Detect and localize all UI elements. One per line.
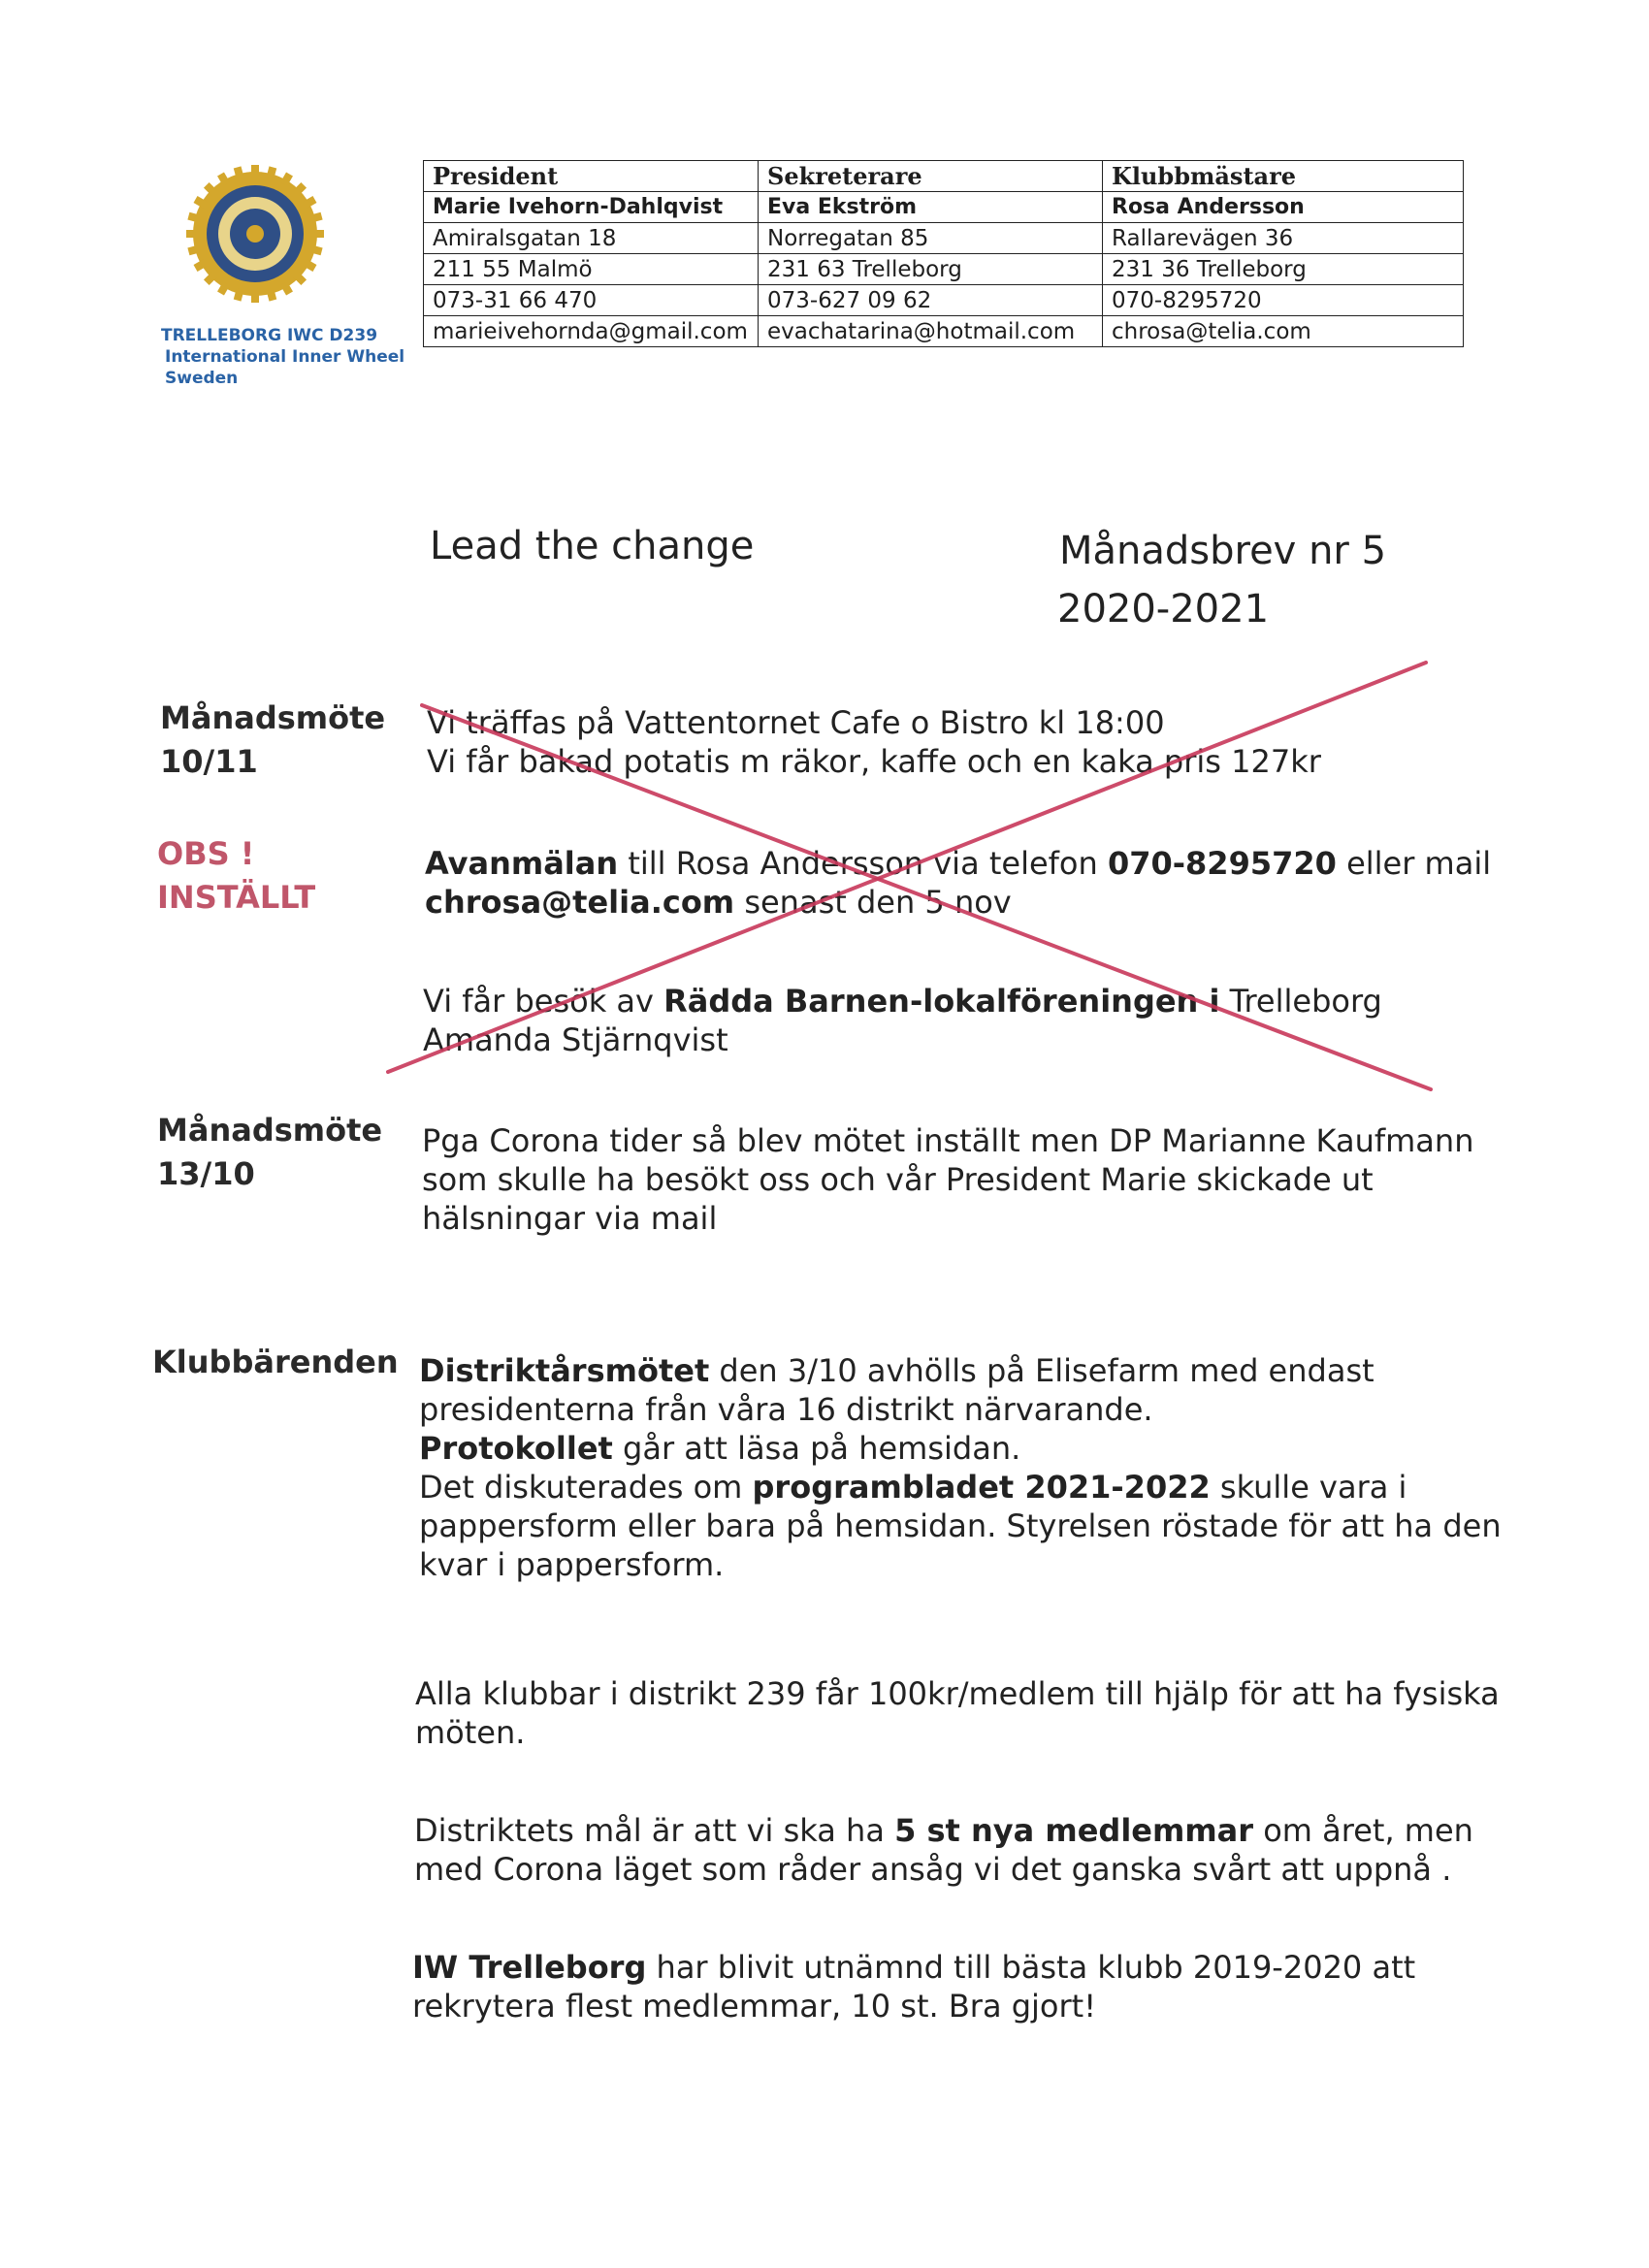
table-cell: 231 63 Trelleborg xyxy=(759,254,1103,285)
text-part: Distriktets mål är att vi ska ha xyxy=(414,1812,895,1849)
newsletter-years: 2020-2021 xyxy=(1057,587,1270,632)
bold-term: Protokollet xyxy=(419,1430,613,1467)
text-line: presidenterna från våra 16 distrikt närvarande. xyxy=(419,1391,1153,1428)
table-row xyxy=(424,316,1464,347)
text-line: kvar i pappersform. xyxy=(419,1546,725,1583)
bold-term: Distriktårsmötet xyxy=(419,1352,710,1389)
visit-text-part: Vi får besök av xyxy=(423,983,664,1020)
meeting-date: 13/10 xyxy=(157,1155,255,1192)
meeting-date: 10/11 xyxy=(160,743,258,780)
installt-label: INSTÄLLT xyxy=(157,879,316,916)
table-row xyxy=(424,223,1464,254)
bold-term: programbladet 2021-2022 xyxy=(752,1469,1211,1506)
visit-text-part: Trelleborg xyxy=(1219,983,1382,1020)
obs-label: OBS ! xyxy=(157,835,255,872)
email-link[interactable]: marieivehornda@gmail.com xyxy=(424,316,759,347)
table-cell: Eva Ekström xyxy=(759,192,1103,223)
meeting-label-title: Månadsmöte xyxy=(157,1112,383,1149)
text-line: med Corona läget som råder ansåg vi det ganska svårt att uppnå . xyxy=(414,1851,1452,1888)
col-klubbmastare: Klubbmästare xyxy=(1103,161,1464,192)
org-subtitle: International Inner Wheel xyxy=(165,347,405,367)
email-link[interactable]: chrosa@telia.com xyxy=(1103,316,1464,347)
table-cell: Amiralsgatan 18 xyxy=(424,223,759,254)
meeting-label-nov xyxy=(160,697,385,784)
club-paragraph-3 xyxy=(414,1811,1473,1889)
newsletter-title: Månadsbrev nr 5 xyxy=(1059,529,1387,573)
email-link[interactable]: evachatarina@hotmail.com xyxy=(759,316,1103,347)
table-cell: 231 36 Trelleborg xyxy=(1103,254,1464,285)
cancelled-notice xyxy=(157,832,315,920)
table-header-row xyxy=(424,161,1464,192)
table-row xyxy=(424,254,1464,285)
venue-line: Vi träffas på Vattentornet Cafe o Bistro kl 18:00 xyxy=(427,704,1165,741)
visit-org: Rädda Barnen-lokalföreningen i xyxy=(663,983,1220,1020)
table-cell: 070-8295720 xyxy=(1103,285,1464,316)
meeting-label-title: Månadsmöte xyxy=(160,699,386,736)
org-country: Sweden xyxy=(165,369,239,388)
club-paragraph-4 xyxy=(412,1948,1415,2025)
report-line: som skulle ha besökt oss och vår President Marie skickade ut xyxy=(422,1161,1374,1198)
bold-term: IW Trelleborg xyxy=(412,1949,647,1986)
table-cell: Rosa Andersson xyxy=(1103,192,1464,223)
text-part: går att läsa på hemsidan. xyxy=(612,1430,1021,1467)
table-row xyxy=(424,285,1464,316)
oct-report xyxy=(422,1121,1473,1238)
menu-line: Vi får bakad potatis m räkor, kaffe och en kaka pris 127kr xyxy=(427,743,1321,780)
club-paragraph-1 xyxy=(419,1351,1502,1584)
table-cell: 073-627 09 62 xyxy=(759,285,1103,316)
table-cell: 211 55 Malmö xyxy=(424,254,759,285)
table-cell: Marie Ivehorn-Dahlqvist xyxy=(424,192,759,223)
table-cell: Norregatan 85 xyxy=(759,223,1103,254)
text-line: möten. xyxy=(415,1714,526,1751)
reg-keyword: Avanmälan xyxy=(425,845,619,882)
inner-wheel-logo xyxy=(184,163,326,305)
phone-number: 070-8295720 xyxy=(1107,845,1337,882)
meeting-label-oct xyxy=(157,1109,382,1196)
report-line: hälsningar via mail xyxy=(422,1200,718,1237)
email-link[interactable]: chrosa@telia.com xyxy=(425,884,735,921)
org-name: TRELLEBORG IWC D239 xyxy=(161,326,378,345)
club-matters-label: Klubbärenden xyxy=(152,1344,399,1380)
reg-deadline: senast den 5 nov xyxy=(734,884,1012,921)
club-paragraph-2 xyxy=(415,1674,1500,1752)
reg-text: till Rosa Andersson via telefon xyxy=(618,845,1108,882)
text-part: skulle vara i xyxy=(1210,1469,1407,1506)
gear-icon xyxy=(186,165,324,303)
col-sekreterare: Sekreterare xyxy=(759,161,1103,192)
text-part: den 3/10 avhölls på Elisefarm med endast xyxy=(709,1352,1374,1389)
text-line: pappersform eller bara på hemsidan. Styrelsen röstade för att ha den xyxy=(419,1507,1502,1544)
text-part: har blivit utnämnd till bästa klubb 2019-2020 att xyxy=(646,1949,1416,1986)
contacts-table xyxy=(423,160,1464,347)
report-line: Pga Corona tider så blev mötet inställt men DP Marianne Kaufmann xyxy=(422,1122,1474,1159)
cancel-cross-mark xyxy=(378,655,1445,1101)
visit-person: Amanda Stjärnqvist xyxy=(423,1021,728,1058)
col-president: President xyxy=(424,161,759,192)
text-part: om året, men xyxy=(1253,1812,1473,1849)
reg-text: eller mail xyxy=(1336,845,1492,882)
motto: Lead the change xyxy=(430,524,755,568)
text-line: rekrytera flest medlemmar, 10 st. Bra gjort! xyxy=(412,1988,1097,2025)
text-part: Det diskuterades om xyxy=(419,1469,753,1506)
table-cell: 073-31 66 470 xyxy=(424,285,759,316)
text-line: Alla klubbar i distrikt 239 får 100kr/medlem till hjälp för att ha fysiska xyxy=(415,1675,1500,1712)
table-cell: Rallarevägen 36 xyxy=(1103,223,1464,254)
table-row xyxy=(424,192,1464,223)
bold-term: 5 st nya medlemmar xyxy=(894,1812,1254,1849)
